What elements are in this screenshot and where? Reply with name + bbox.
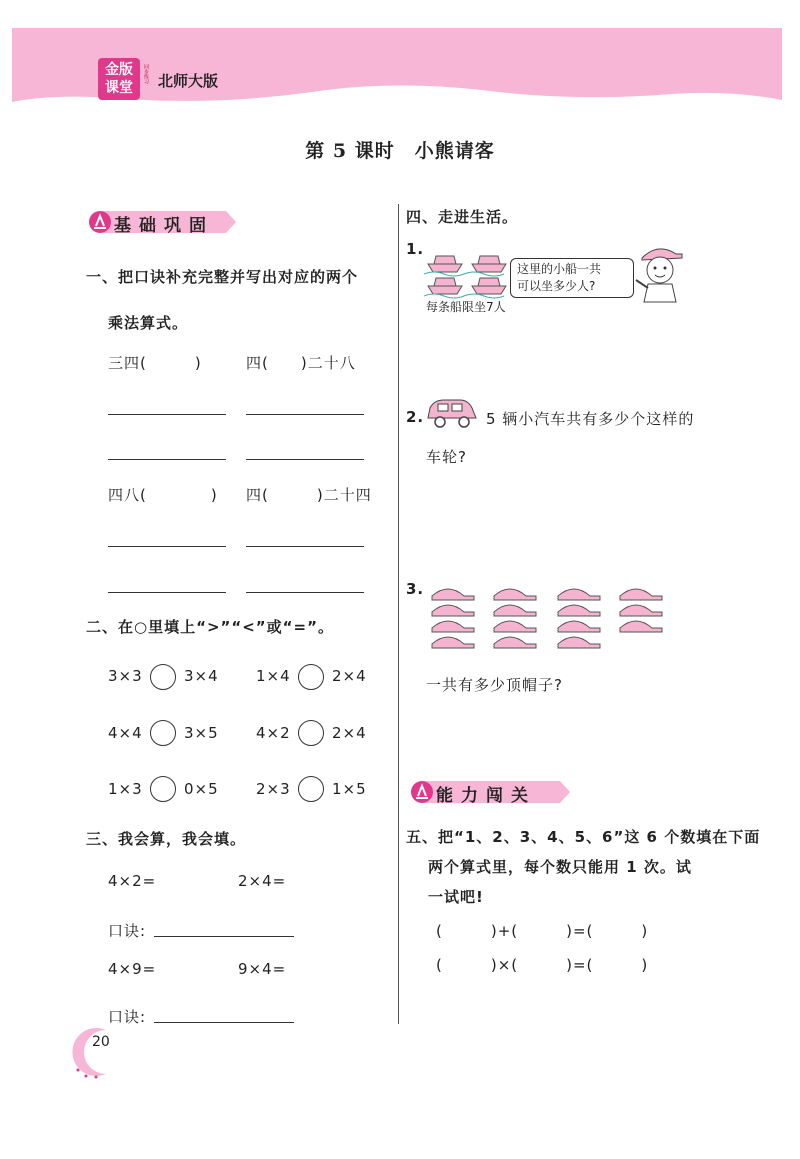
logo-subtext: 同步练习 bbox=[143, 64, 149, 84]
boat-caption: 每条船限坐7人 bbox=[426, 300, 506, 314]
compare-circle[interactable] bbox=[150, 720, 176, 746]
q1-item-d: 四( )二十四 bbox=[246, 486, 372, 504]
q3-calc-c: 4×9= bbox=[108, 960, 157, 978]
brand-logo bbox=[98, 58, 140, 100]
q3-calc-d: 9×4= bbox=[238, 960, 287, 978]
page-number-badge bbox=[66, 1024, 122, 1080]
compare-right-a: 1×4 bbox=[256, 667, 291, 685]
section-basic-label: 基础巩固 bbox=[114, 216, 214, 236]
q1-item-c: 四八( ) bbox=[108, 486, 218, 504]
problem2-line1: 5 辆小汽车共有多少个这样的 bbox=[486, 410, 695, 428]
compare-circle[interactable] bbox=[298, 720, 324, 746]
q1-line1: 一、把口诀补充完整并写出对应的两个 bbox=[86, 268, 359, 286]
koujue-label: 口诀: bbox=[108, 922, 147, 940]
problem2-line2: 车轮? bbox=[426, 448, 467, 466]
koujue-label: 口诀: bbox=[108, 1008, 147, 1026]
compare-left-b: 3×5 bbox=[184, 724, 219, 742]
problem3-number: 3. bbox=[406, 580, 425, 598]
compare-circle[interactable] bbox=[150, 664, 176, 690]
equation-add[interactable]: ( )+( )=( ) bbox=[436, 922, 649, 940]
hats-illustration bbox=[424, 582, 674, 654]
problem3-question: 一共有多少顶帽子? bbox=[426, 676, 563, 694]
answer-line[interactable] bbox=[108, 414, 226, 415]
answer-line[interactable] bbox=[108, 592, 226, 593]
compare-circle[interactable] bbox=[150, 776, 176, 802]
logo-line2: 课堂 bbox=[105, 80, 133, 96]
compare-right-b: 2×4 bbox=[332, 667, 367, 685]
car-icon bbox=[424, 396, 480, 430]
answer-line[interactable] bbox=[108, 546, 226, 547]
section-basic-tag bbox=[88, 208, 238, 236]
edition-label: 北师大版 bbox=[158, 72, 219, 90]
q2-text: 二、在○里填上“>”“<”或“=”。 bbox=[86, 618, 334, 636]
page-number: 20 bbox=[92, 1034, 110, 1050]
compare-left-b: 3×4 bbox=[184, 667, 219, 685]
compare-left-a: 3×3 bbox=[108, 667, 143, 685]
answer-line[interactable] bbox=[246, 592, 364, 593]
boy-character bbox=[632, 240, 688, 304]
compare-circle[interactable] bbox=[298, 776, 324, 802]
page-title: 第 5 课时 小熊请客 bbox=[305, 140, 495, 162]
equation-multiply[interactable]: ( )×( )=( ) bbox=[436, 956, 649, 974]
section-ability-tag bbox=[410, 778, 572, 806]
compare-right-a: 4×2 bbox=[256, 724, 291, 742]
q5-line3: 一试吧! bbox=[428, 888, 484, 906]
koujue-answer-line[interactable] bbox=[154, 936, 294, 937]
answer-line[interactable] bbox=[246, 459, 364, 460]
answer-line[interactable] bbox=[246, 546, 364, 547]
problem1-number: 1. bbox=[406, 240, 425, 258]
logo-line1: 金版 bbox=[105, 62, 133, 78]
koujue-answer-line[interactable] bbox=[154, 1022, 294, 1023]
q1-item-a: 三四( ) bbox=[108, 354, 202, 372]
q4-heading: 四、走进生活。 bbox=[406, 208, 519, 226]
problem2-number: 2. bbox=[406, 408, 425, 426]
answer-line[interactable] bbox=[108, 459, 226, 460]
q3-calc-b: 2×4= bbox=[238, 872, 287, 890]
answer-line[interactable] bbox=[246, 414, 364, 415]
column-divider bbox=[398, 204, 399, 1024]
boats-illustration bbox=[424, 246, 514, 300]
q1-line2: 乘法算式。 bbox=[108, 314, 189, 332]
q3-text: 三、我会算，我会填。 bbox=[86, 830, 247, 848]
q3-calc-a: 4×2= bbox=[108, 872, 157, 890]
speech-bubble bbox=[510, 258, 634, 298]
bubble-line2: 可以坐多少人? bbox=[517, 279, 596, 293]
compare-circle[interactable] bbox=[298, 664, 324, 690]
q1-item-b: 四( )二十八 bbox=[246, 354, 356, 372]
compare-right-b: 1×5 bbox=[332, 780, 367, 798]
q5-line1: 五、把“1、2、3、4、5、6”这 6 个数填在下面 bbox=[406, 828, 761, 846]
compare-right-b: 2×4 bbox=[332, 724, 367, 742]
bubble-line1: 这里的小船一共 bbox=[517, 262, 602, 276]
q5-line2: 两个算式里，每个数只能用 1 次。试 bbox=[428, 858, 692, 876]
section-ability-label: 能力闯关 bbox=[436, 786, 536, 806]
compare-left-b: 0×5 bbox=[184, 780, 219, 798]
compare-right-a: 2×3 bbox=[256, 780, 291, 798]
compare-left-a: 4×4 bbox=[108, 724, 143, 742]
compare-left-a: 1×3 bbox=[108, 780, 143, 798]
